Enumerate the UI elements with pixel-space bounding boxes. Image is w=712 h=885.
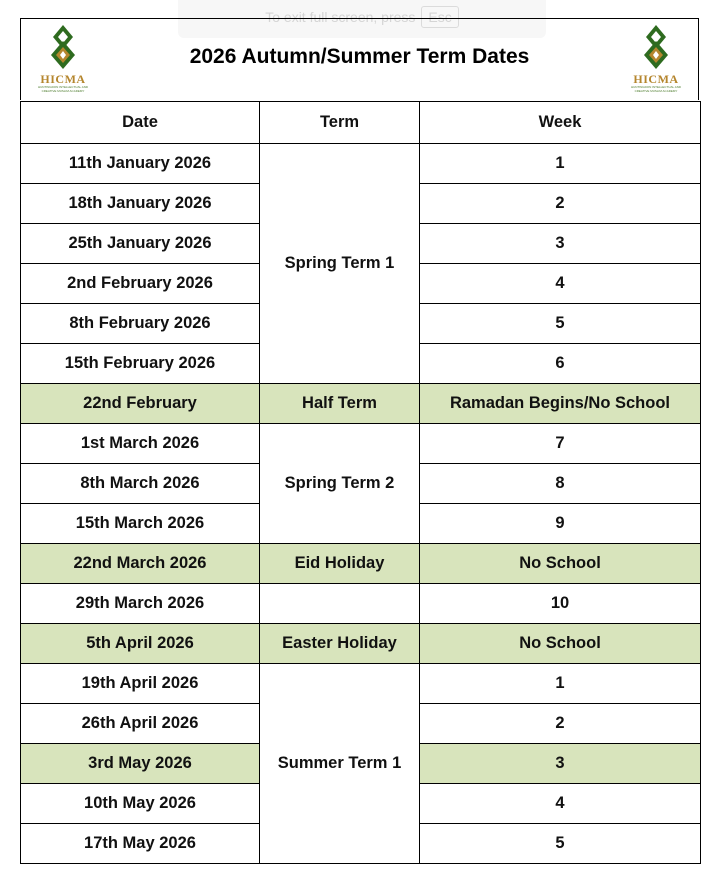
page-title: 2026 Autumn/Summer Term Dates [189,45,530,68]
term-cell-summer-1: Summer Term 1 [260,664,420,864]
week-cell: 3 [420,224,701,264]
column-header-date: Date [21,102,260,144]
term-cell-empty [260,584,420,624]
date-cell-highlighted: 3rd May 2026 [21,744,260,784]
date-cell: 15th March 2026 [21,504,260,544]
table-row [21,664,701,704]
table-row-highlighted [21,624,701,664]
week-cell: No School [420,624,701,664]
term-cell-spring-2: Spring Term 2 [260,424,420,544]
table-row [21,424,701,464]
week-cell: 4 [420,264,701,304]
hicma-logo-right [626,23,686,97]
table-row [21,144,701,184]
date-cell: 5th April 2026 [21,624,260,664]
term-cell-eid-holiday: Eid Holiday [260,544,420,584]
logo-tagline: HUNTINGDON INTELLECTUAL AND CREATIVE MUSLIM ACADEMY [37,85,89,93]
date-cell: 22nd February [21,384,260,424]
week-cell: 5 [420,304,701,344]
column-header-term: Term [260,102,420,144]
term-dates-table [20,101,701,864]
term-cell-spring-1: Spring Term 1 [260,144,420,384]
week-cell: 1 [420,144,701,184]
week-cell: 10 [420,584,701,624]
date-cell: 1st March 2026 [21,424,260,464]
date-cell: 8th February 2026 [21,304,260,344]
week-cell: 5 [420,824,701,864]
week-cell: 2 [420,704,701,744]
week-cell: 7 [420,424,701,464]
term-cell-half-term: Half Term [260,384,420,424]
fullscreen-hint-text: To exit full screen, press [265,9,416,25]
logo-brand-text: HICMA [633,72,679,86]
table-header-row [21,102,701,144]
esc-key-badge: Esc [421,6,458,28]
date-cell: 25th January 2026 [21,224,260,264]
date-cell: 11th January 2026 [21,144,260,184]
week-cell: No School [420,544,701,584]
logo-tagline: HUNTINGDON INTELLECTUAL AND CREATIVE MUSLIM ACADEMY [630,85,682,93]
date-cell: 29th March 2026 [21,584,260,624]
date-cell: 8th March 2026 [21,464,260,504]
date-cell: 2nd February 2026 [21,264,260,304]
week-cell: 4 [420,784,701,824]
date-cell: 19th April 2026 [21,664,260,704]
week-cell: 9 [420,504,701,544]
table-row [21,584,701,624]
table-row-highlighted [21,544,701,584]
week-cell: Ramadan Begins/No School [420,384,701,424]
date-cell: 15th February 2026 [21,344,260,384]
hicma-emblem-icon [636,23,676,73]
week-cell: 6 [420,344,701,384]
date-cell: 10th May 2026 [21,784,260,824]
term-cell-easter-holiday: Easter Holiday [260,624,420,664]
column-header-week: Week [420,102,701,144]
date-cell: 22nd March 2026 [21,544,260,584]
date-cell: 17th May 2026 [21,824,260,864]
document-header [20,18,699,100]
week-cell: 1 [420,664,701,704]
date-cell: 18th January 2026 [21,184,260,224]
date-cell: 26th April 2026 [21,704,260,744]
week-cell: 8 [420,464,701,504]
week-cell-highlighted: 3 [420,744,701,784]
week-cell: 2 [420,184,701,224]
logo-brand-text: HICMA [40,72,86,86]
table-row-highlighted [21,384,701,424]
